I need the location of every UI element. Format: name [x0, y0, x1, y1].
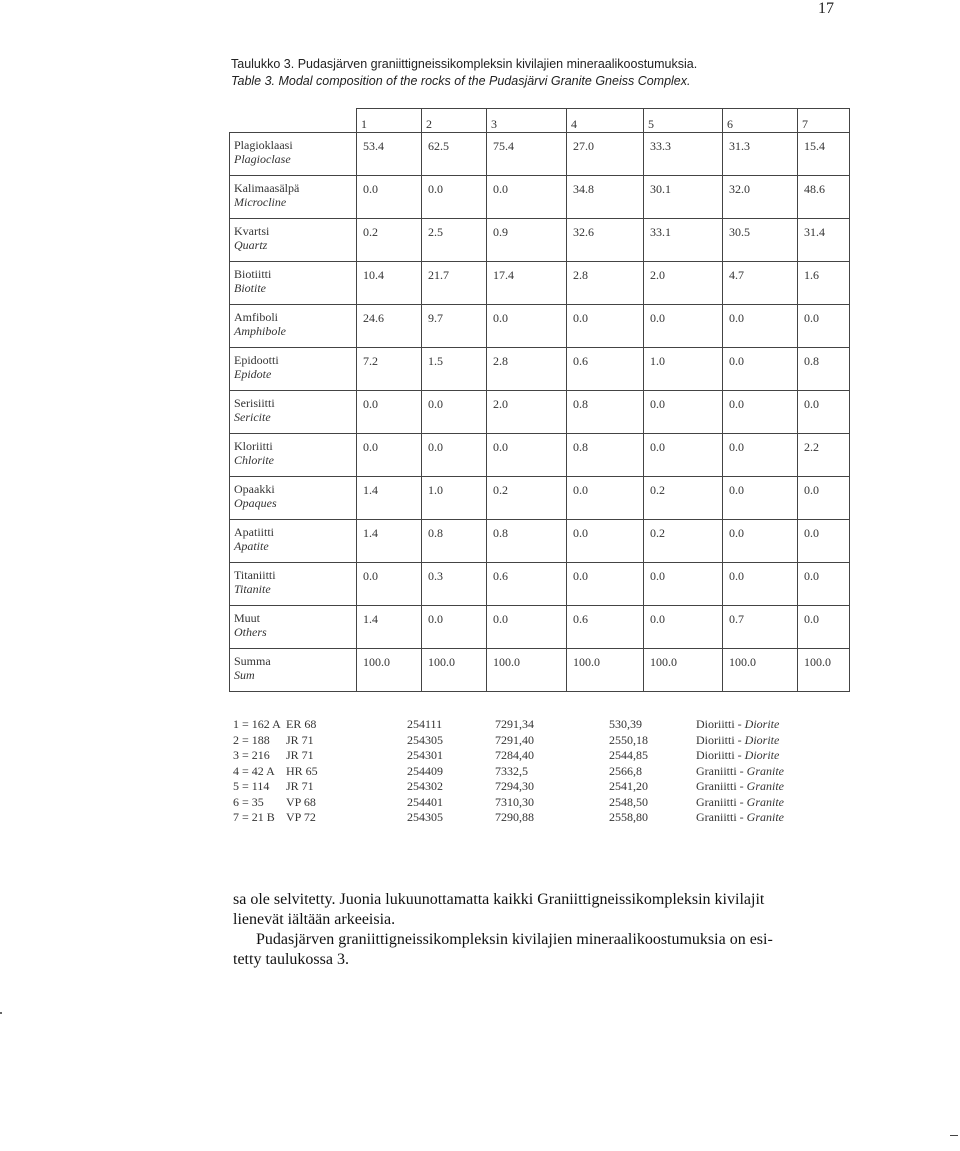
coordinate-y: 2550,18 [609, 732, 648, 747]
map-sheet: 254111 [407, 717, 443, 731]
value-cell: 53.4 [357, 133, 422, 176]
table-row [230, 477, 850, 520]
paragraph-line: tetty taulukossa 3. [233, 951, 349, 968]
mineral-name-finnish: Kalimaasälpä [234, 181, 300, 195]
mineral-name-cell [230, 176, 357, 219]
sample-code: HR 65 [286, 763, 318, 778]
paragraph-line: lienevät iältään arkeeisia. [233, 911, 396, 928]
value-cell: 2.0 [487, 391, 567, 434]
value-cell: 0.2 [487, 477, 567, 520]
value-cell: 4.7 [723, 262, 798, 305]
value-cell: 0.8 [567, 434, 644, 477]
value-cell: 0.0 [723, 563, 798, 606]
value-cell: 2.2 [798, 434, 850, 477]
scan-mark [0, 1012, 2, 1014]
value-cell: 0.0 [723, 434, 798, 477]
value-cell: 27.0 [567, 133, 644, 176]
value-cell: 0.0 [798, 606, 850, 649]
table-row [230, 563, 850, 606]
value-cell: 100.0 [487, 649, 567, 692]
coordinate-y: 530,39 [609, 717, 642, 731]
mineral-name-cell [230, 219, 357, 262]
table-caption [231, 56, 851, 90]
caption-english: Table 3. Modal composition of the rocks of the Pudasjärvi Granite Gneiss Complex. [231, 74, 691, 88]
column-header: 3 [487, 109, 567, 133]
value-cell: 1.5 [422, 348, 487, 391]
value-cell: 0.0 [487, 434, 567, 477]
sample-row [233, 795, 833, 811]
rock-type-finnish: Graniitti - [696, 810, 744, 824]
coordinate-x: 7284,40 [495, 748, 534, 762]
value-cell: 33.1 [644, 219, 723, 262]
sample-id: 1 = 162 A [233, 717, 281, 731]
value-cell: 0.9 [487, 219, 567, 262]
mineral-name-cell [230, 477, 357, 520]
rock-type-finnish: Graniitti - [696, 779, 744, 793]
sample-code: VP 68 [286, 794, 316, 809]
value-cell: 0.0 [798, 391, 850, 434]
table-row [230, 219, 850, 262]
value-cell: 0.0 [357, 434, 422, 477]
value-cell: 1.4 [357, 606, 422, 649]
value-cell: 62.5 [422, 133, 487, 176]
rock-type-finnish: Graniitti - [696, 763, 744, 778]
sample-id: 4 = 42 A [233, 763, 275, 778]
mineral-name-english: Sum [234, 668, 255, 682]
value-cell: 0.0 [644, 434, 723, 477]
value-cell: 33.3 [644, 133, 723, 176]
value-cell: 100.0 [567, 649, 644, 692]
paragraph-line: sa ole selvitetty. Juonia lukuunottamatta kaikki Graniittigneissikompleksin kivilajit [233, 891, 765, 908]
mineral-name-finnish: Opaakki [234, 482, 275, 496]
value-cell: 0.0 [644, 305, 723, 348]
value-cell: 0.0 [798, 305, 850, 348]
mineral-name-english: Opaques [234, 496, 277, 510]
mineral-name-finnish: Epidootti [234, 353, 279, 367]
value-cell: 0.0 [567, 305, 644, 348]
value-cell: 0.0 [723, 305, 798, 348]
sample-row [233, 748, 833, 764]
map-sheet: 254409 [407, 763, 443, 778]
mineral-name-finnish: Amfiboli [234, 310, 278, 324]
value-cell: 0.0 [644, 563, 723, 606]
table-row [230, 520, 850, 563]
value-cell: 0.0 [487, 305, 567, 348]
paragraph-line: Pudasjärven graniittigneissikompleksin kivilajien mineraalikoostumuksia on esi- [256, 931, 773, 948]
value-cell: 0.3 [422, 563, 487, 606]
coordinate-y: 2558,80 [609, 810, 648, 824]
mineral-name-cell [230, 305, 357, 348]
value-cell: 7.2 [357, 348, 422, 391]
coordinate-x: 7332,5 [495, 763, 528, 778]
value-cell: 0.8 [422, 520, 487, 563]
value-cell: 0.0 [567, 520, 644, 563]
value-cell: 0.0 [798, 520, 850, 563]
value-cell: 0.0 [798, 477, 850, 520]
column-header: 6 [723, 109, 798, 133]
value-cell: 32.0 [723, 176, 798, 219]
mineral-name-finnish: Titaniitti [234, 568, 276, 582]
coordinate-y: 2548,50 [609, 794, 648, 809]
value-cell: 0.6 [487, 563, 567, 606]
value-cell: 0.0 [723, 348, 798, 391]
value-cell: 0.0 [567, 563, 644, 606]
rock-type [696, 748, 779, 763]
mineral-name-cell [230, 348, 357, 391]
table-body [230, 133, 850, 692]
value-cell: 0.0 [422, 391, 487, 434]
value-cell: 31.3 [723, 133, 798, 176]
caption-finnish: Taulukko 3. Pudasjärven graniittigneissikompleksin kivilajien mineraalikoostumuksia. [231, 57, 698, 71]
sample-list [233, 717, 833, 826]
value-cell: 48.6 [798, 176, 850, 219]
value-cell: 34.8 [567, 176, 644, 219]
mineral-name-cell [230, 606, 357, 649]
coordinate-x: 7291,34 [495, 717, 534, 731]
sample-id: 6 = 35 [233, 794, 264, 809]
value-cell: 2.5 [422, 219, 487, 262]
value-cell: 0.0 [357, 176, 422, 219]
coordinate-y: 2541,20 [609, 779, 648, 793]
value-cell: 0.8 [567, 391, 644, 434]
value-cell: 15.4 [798, 133, 850, 176]
coordinate-x: 7290,88 [495, 810, 534, 824]
sample-code: ER 68 [286, 717, 317, 731]
mineral-name-cell [230, 262, 357, 305]
rock-type-english: Diorite [744, 732, 780, 747]
modal-composition-table [229, 108, 850, 692]
mineral-name-english: Plagioclase [234, 152, 291, 166]
rock-type-finnish: Dioriitti - [696, 748, 742, 762]
sample-id: 5 = 114 [233, 779, 270, 793]
value-cell: 0.0 [798, 563, 850, 606]
value-cell: 0.7 [723, 606, 798, 649]
value-cell: 9.7 [422, 305, 487, 348]
mineral-name-cell [230, 391, 357, 434]
value-cell: 0.8 [798, 348, 850, 391]
mineral-name-english: Chlorite [234, 453, 275, 467]
value-cell: 0.0 [723, 391, 798, 434]
value-cell: 2.8 [487, 348, 567, 391]
column-header: 1 [357, 109, 422, 133]
value-cell: 1.6 [798, 262, 850, 305]
mineral-name-english: Apatite [234, 539, 269, 553]
sample-id: 2 = 188 [233, 732, 270, 747]
rock-type [696, 764, 784, 779]
column-header: 2 [422, 109, 487, 133]
rock-type-finnish: Dioriitti - [696, 717, 742, 731]
value-cell: 31.4 [798, 219, 850, 262]
table-row [230, 133, 850, 176]
sample-row [233, 779, 833, 795]
map-sheet: 254301 [407, 748, 443, 762]
rock-type-english: Granite [746, 794, 784, 809]
table-row [230, 348, 850, 391]
sample-code: JR 71 [286, 732, 314, 747]
rock-type-finnish: Dioriitti - [696, 732, 742, 747]
mineral-name-english: Sericite [234, 410, 271, 424]
body-text [233, 890, 833, 970]
table-header-row [230, 109, 850, 133]
coordinate-x: 7291,40 [495, 732, 534, 747]
table-row [230, 434, 850, 477]
mineral-name-finnish: Serisiitti [234, 396, 275, 410]
value-cell: 0.0 [723, 477, 798, 520]
value-cell: 1.0 [422, 477, 487, 520]
mineral-name-finnish: Muut [234, 611, 261, 625]
mineral-name-english: Epidote [234, 367, 272, 381]
value-cell: 0.0 [357, 563, 422, 606]
value-cell: 0.6 [567, 348, 644, 391]
sample-row [233, 717, 833, 733]
rock-type [696, 717, 779, 732]
value-cell: 0.0 [644, 391, 723, 434]
value-cell: 10.4 [357, 262, 422, 305]
map-sheet: 254305 [407, 732, 443, 747]
rock-type-english: Granite [746, 763, 784, 778]
value-cell: 30.5 [723, 219, 798, 262]
mineral-name-finnish: Biotiitti [234, 267, 272, 281]
mineral-name-english: Titanite [234, 582, 271, 596]
mineral-name-cell [230, 520, 357, 563]
map-sheet: 254302 [407, 779, 443, 793]
value-cell: 0.2 [644, 477, 723, 520]
mineral-name-cell [230, 434, 357, 477]
table-row [230, 606, 850, 649]
value-cell: 100.0 [422, 649, 487, 692]
rock-type-english: Diorite [744, 748, 780, 762]
sample-row [233, 810, 833, 826]
value-cell: 21.7 [422, 262, 487, 305]
mineral-name-english: Amphibole [234, 324, 286, 338]
value-cell: 0.0 [567, 477, 644, 520]
sample-id: 7 = 21 B [233, 810, 275, 824]
rock-type-english: Diorite [744, 717, 780, 731]
coordinate-y: 2566,8 [609, 763, 642, 778]
mineral-name-cell [230, 649, 357, 692]
coordinate-y: 2544,85 [609, 748, 648, 762]
value-cell: 0.6 [567, 606, 644, 649]
sample-row [233, 733, 833, 749]
value-cell: 100.0 [798, 649, 850, 692]
value-cell: 32.6 [567, 219, 644, 262]
value-cell: 24.6 [357, 305, 422, 348]
rock-type-english: Granite [746, 810, 784, 824]
value-cell: 0.0 [422, 176, 487, 219]
value-cell: 0.0 [644, 606, 723, 649]
value-cell: 0.0 [487, 606, 567, 649]
mineral-name-english: Microcline [234, 195, 287, 209]
mineral-name-finnish: Kloriitti [234, 439, 273, 453]
sample-row [233, 764, 833, 780]
map-sheet: 254401 [407, 794, 443, 809]
value-cell: 0.0 [723, 520, 798, 563]
table-row [230, 649, 850, 692]
sample-code: JR 71 [286, 779, 314, 793]
rock-type [696, 810, 784, 825]
value-cell: 2.0 [644, 262, 723, 305]
mineral-name-finnish: Summa [234, 654, 271, 668]
value-cell: 0.8 [487, 520, 567, 563]
value-cell: 75.4 [487, 133, 567, 176]
value-cell: 2.8 [567, 262, 644, 305]
value-cell: 0.0 [422, 606, 487, 649]
mineral-name-english: Quartz [234, 238, 268, 252]
table-row [230, 176, 850, 219]
value-cell: 0.0 [487, 176, 567, 219]
sample-id: 3 = 216 [233, 748, 270, 762]
mineral-name-finnish: Apatiitti [234, 525, 274, 539]
value-cell: 1.4 [357, 520, 422, 563]
column-header: 4 [567, 109, 644, 133]
column-header: 5 [644, 109, 723, 133]
rock-type-english: Granite [746, 779, 784, 793]
coordinate-x: 7310,30 [495, 794, 534, 809]
value-cell: 0.2 [357, 219, 422, 262]
value-cell: 1.0 [644, 348, 723, 391]
table-row [230, 305, 850, 348]
value-cell: 0.0 [422, 434, 487, 477]
map-sheet: 254305 [407, 810, 443, 824]
mineral-name-finnish: Kvartsi [234, 224, 270, 238]
mineral-name-cell [230, 133, 357, 176]
value-cell: 0.0 [357, 391, 422, 434]
mineral-name-finnish: Plagioklaasi [234, 138, 293, 152]
value-cell: 100.0 [723, 649, 798, 692]
rock-type [696, 733, 779, 748]
header-corner [230, 109, 357, 133]
rock-type-finnish: Graniitti - [696, 794, 744, 809]
mineral-name-cell [230, 563, 357, 606]
value-cell: 30.1 [644, 176, 723, 219]
rock-type [696, 795, 784, 810]
value-cell: 1.4 [357, 477, 422, 520]
value-cell: 100.0 [357, 649, 422, 692]
value-cell: 0.2 [644, 520, 723, 563]
coordinate-x: 7294,30 [495, 779, 534, 793]
table-row [230, 262, 850, 305]
scan-mark [950, 1135, 958, 1136]
value-cell: 17.4 [487, 262, 567, 305]
sample-code: VP 72 [286, 810, 316, 824]
page-number: 17 [818, 0, 834, 17]
rock-type [696, 779, 784, 794]
value-cell: 100.0 [644, 649, 723, 692]
mineral-name-english: Others [234, 625, 267, 639]
column-header: 7 [798, 109, 850, 133]
table-row [230, 391, 850, 434]
sample-code: JR 71 [286, 748, 314, 762]
mineral-name-english: Biotite [234, 281, 266, 295]
